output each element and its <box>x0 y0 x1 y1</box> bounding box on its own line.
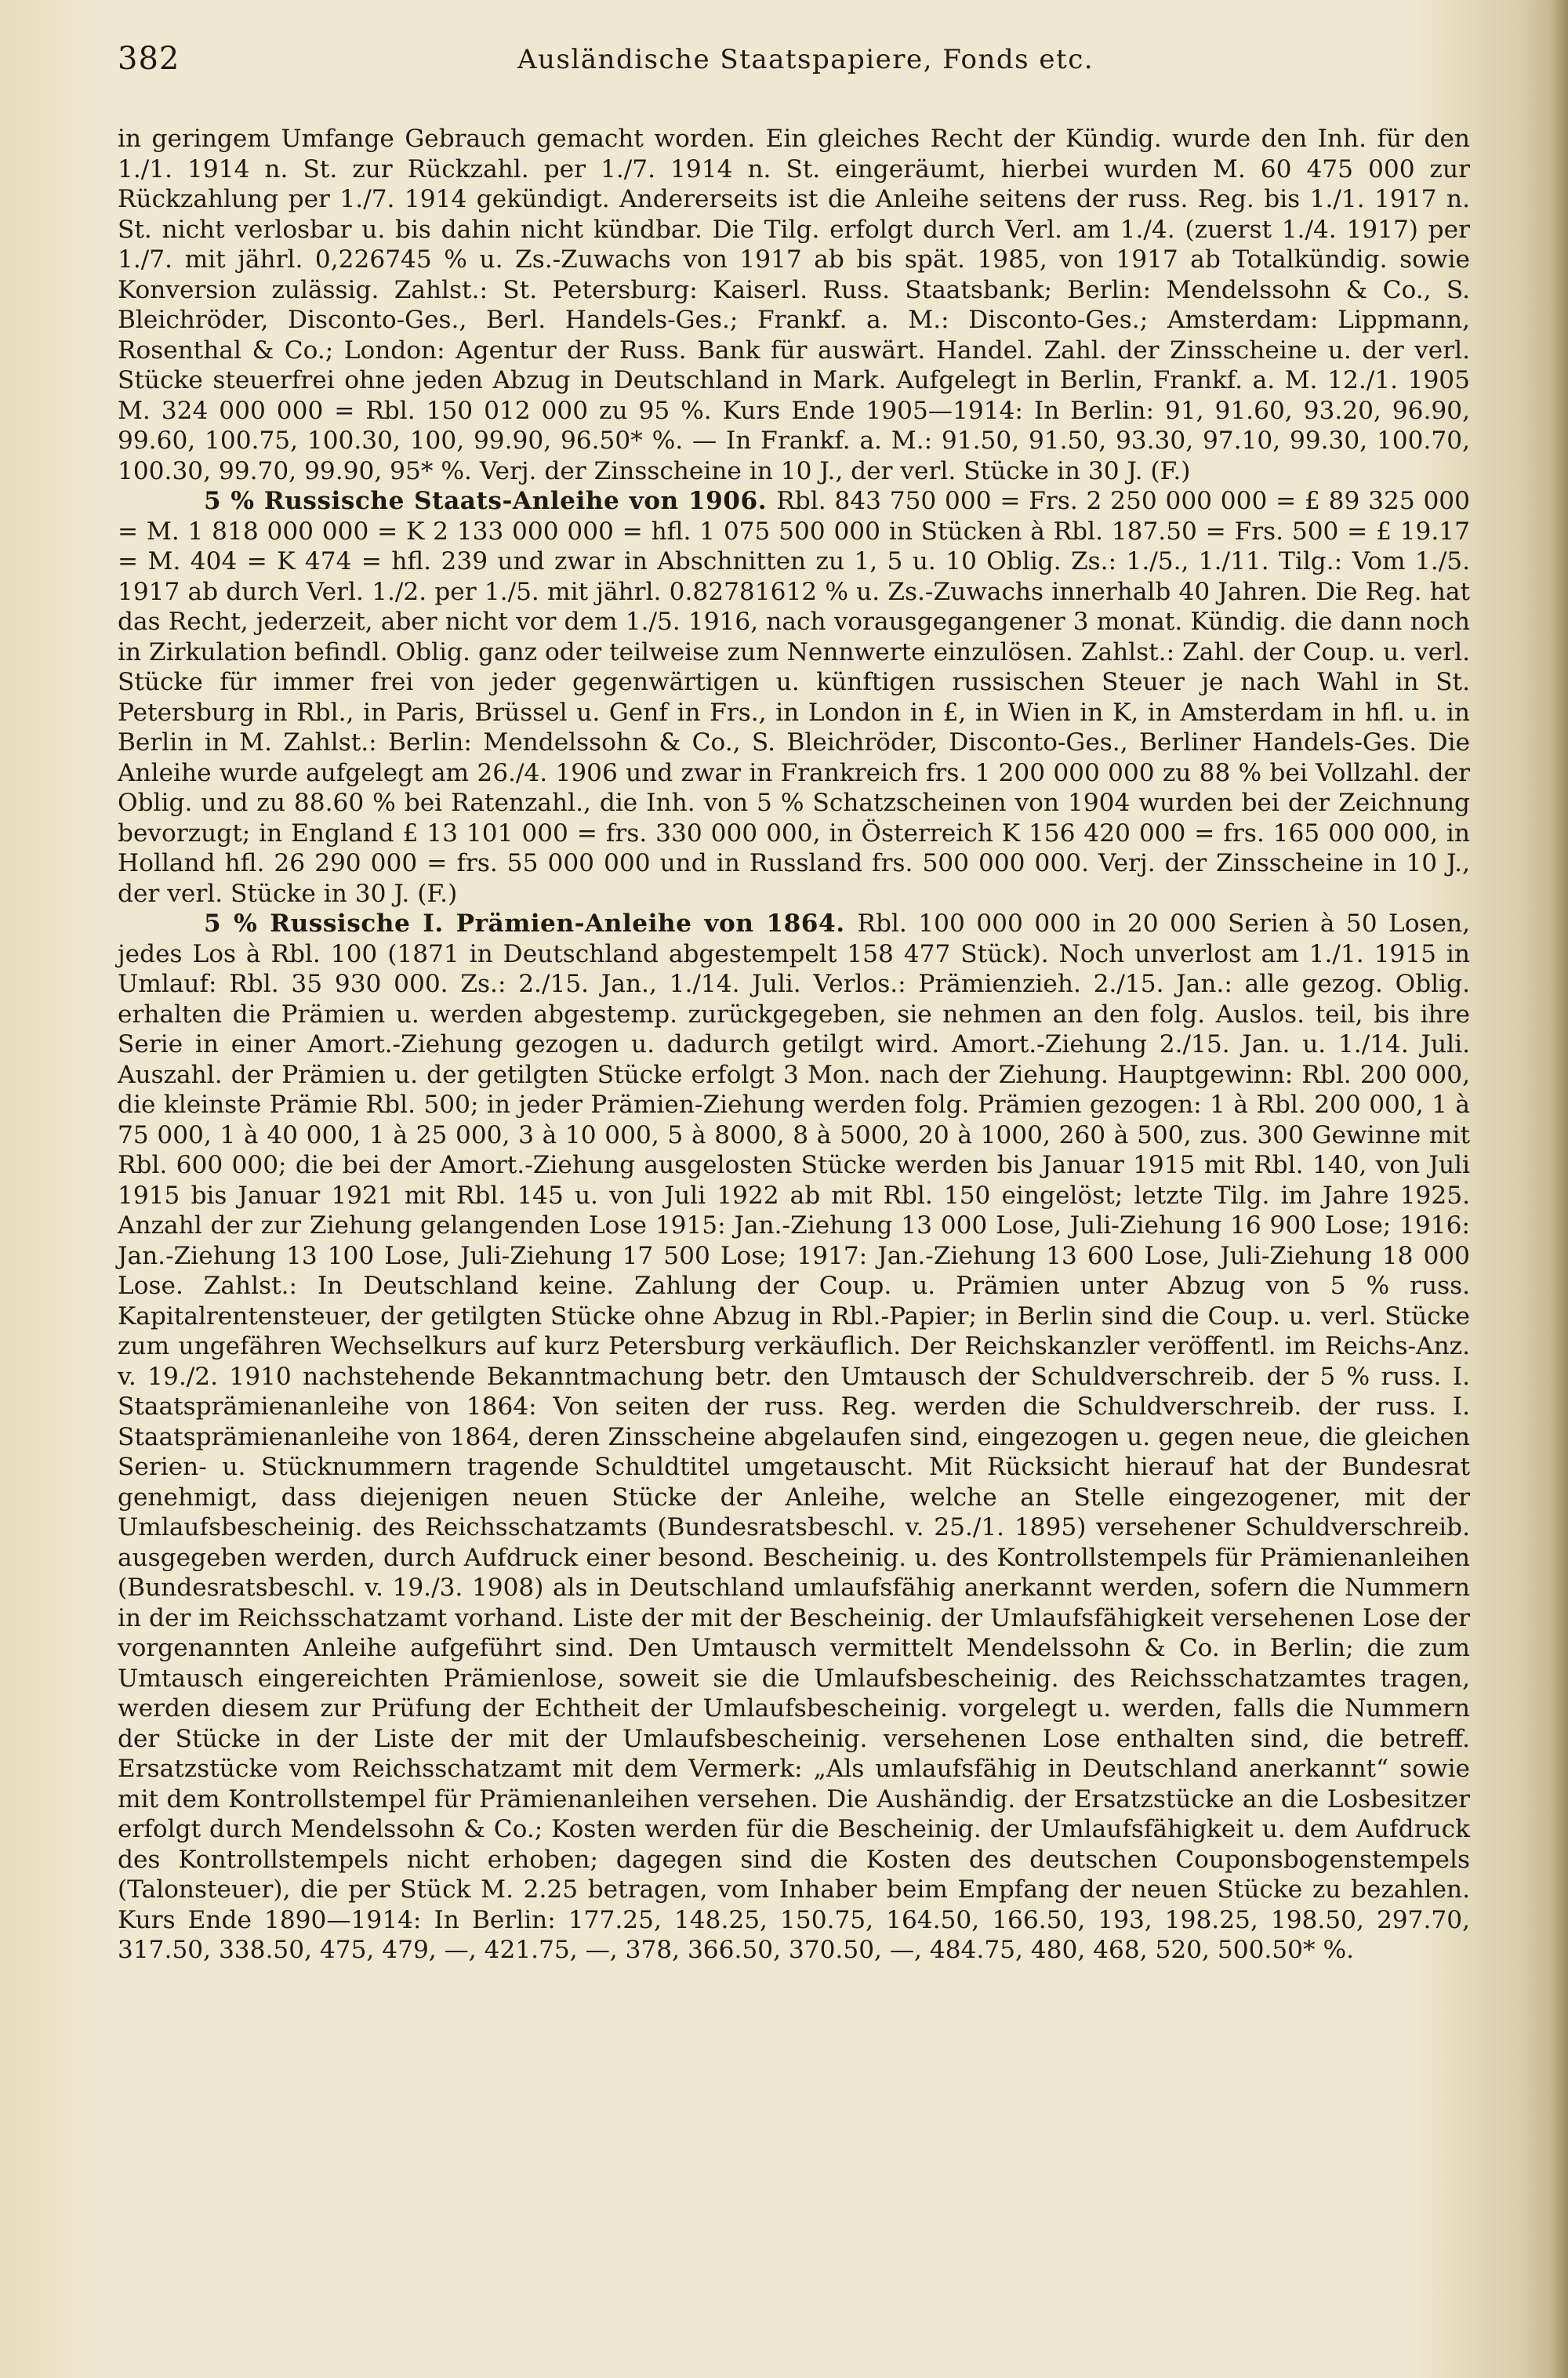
running-title: Ausländische Staatspapiere, Fonds etc. <box>517 44 1094 75</box>
page-spine-shadow <box>1551 0 1568 2378</box>
page-number: 382 <box>118 41 180 77</box>
entry-heading: 5 % Russische I. Prämien-Anleihe von 1864. <box>204 909 858 938</box>
entry-russische-praemien-anleihe-1864 <box>118 909 1470 1966</box>
entry-heading: 5 % Russische Staats-Anleihe von 1906. <box>204 487 777 515</box>
paragraph-continuation <box>118 124 1470 486</box>
entry-russische-staats-anleihe-1906 <box>118 486 1470 909</box>
entry-text: Rbl. 843 750 000 = Frs. 2 250 000 000 = £ 89 325 000 = M. 1 818 000 000 = K 2 133 000 000 = hfl. 1 075 500 000 in Stücken à Rbl. 187.50 = Frs. 500 = £ 19.17 = M. 404 = K 474 = hfl. 239 und zwar in Abschnitten zu 1, 5 u. 10 Oblig. Zs.: 1./5., 1./11. Tilg.: Vom 1./5. 1917 ab durch Verl. 1./2. per 1./5. mit jährl. 0.82781612 % u. Zs.-Zuwachs innerhalb 40 Jahren. Die Reg. hat das Recht, jederzeit, aber nicht vor dem 1./5. 1916, nach vorausgegangener 3 monat. Kündig. die dann noch in Zirkulation befindl. Oblig. ganz oder teilweise zum Nennwerte einzulösen. Zahlst.: Zahl. der Coup. u. verl. Stücke für immer frei von jeder gegenwärtigen u. künftigen russischen Steuer je nach Wahl in St. Petersburg in Rbl., in Paris, Brüssel u. Genf in Frs., in London in £, in Wien in K, in Amsterdam in hfl. u. in Berlin in M. Zahlst.: Berlin: Mendelssohn & Co., S. Bleichröder, Disconto-Ges., Berliner Handels-Ges. Die Anleihe wurde aufgelegt am 26./4. 1906 und zwar in Frankreich frs. 1 200 000 000 zu 88 % bei Vollzahl. der Oblig. und zu 88.60 % bei Ratenzahl., die Inh. von 5 % Schatzscheinen von 1904 wurden bei der Zeichnung bevorzugt; in England £ 13 101 000 = frs. 330 000 000, in Österreich K 156 420 000 = frs. 165 000 000, in Holland hfl. 26 290 000 = frs. 55 000 000 und in Russland frs. 500 000 000. Verj. der Zinsscheine in 10 J., der verl. Stücke in 30 J. (F.) <box>118 487 1470 908</box>
page-header <box>118 41 1458 80</box>
paragraph-text: in geringem Umfange Gebrauch gemacht worden. Ein gleiches Recht der Kündig. wurde den Inh. für den 1./1. 1914 n. St. zur Rückzahl. per 1./7. 1914 n. St. eingeräumt, hierbei wurden M. 60 475 000 zur Rückzahlung per 1./7. 1914 gekündigt. Andererseits ist die Anleihe seitens der russ. Reg. bis 1./1. 1917 n. St. nicht verlosbar u. bis dahin nicht kündbar. Die Tilg. erfolgt durch Verl. am 1./4. (zuerst 1./4. 1917) per 1./7. mit jährl. 0,226745 % u. Zs.-Zuwachs von 1917 ab bis spät. 1985, von 1917 ab Totalkündig. sowie Konversion zulässig. Zahlst.: St. Petersburg: Kaiserl. Russ. Staatsbank; Berlin: Mendelssohn & Co., S. Bleichröder, Disconto-Ges., Berl. Handels-Ges.; Frankf. a. M.: Disconto-Ges.; Amsterdam: Lippmann, Rosenthal & Co.; London: Agentur der Russ. Bank für auswärt. Handel. Zahl. der Zinsscheine u. der verl. Stücke steuerfrei ohne jeden Abzug in Deutschland in Mark. Aufgelegt in Berlin, Frankf. a. M. 12./1. 1905 M. 324 000 000 = Rbl. 150 012 000 zu 95 %. Kurs Ende 1905—1914: In Berlin: 91, 91.60, 93.20, 96.90, 99.60, 100.75, 100.30, 100, 99.90, 96.50* %. — In Frankf. a. M.: 91.50, 91.50, 93.30, 97.10, 99.30, 100.70, 100.30, 99.70, 99.90, 95* %. Verj. der Zinsscheine in 10 J., der verl. Stücke in 30 J. (F.) <box>118 125 1470 485</box>
entry-text: Rbl. 100 000 000 in 20 000 Serien à 50 Losen, jedes Los à Rbl. 100 (1871 in Deutschland abgestempelt 158 477 Stück). Noch unverlost am 1./1. 1915 in Umlauf: Rbl. 35 930 000. Zs.: 2./15. Jan., 1./14. Juli. Verlos.: Prämienzieh. 2./15. Jan.: alle gezog. Oblig. erhalten die Prämien u. werden abgestemp. zurückgegeben, sie nehmen an den folg. Auslos. teil, bis ihre Serie in einer Amort.-Ziehung gezogen u. dadurch getilgt wird. Amort.-Ziehung 2./15. Jan. u. 1./14. Juli. Auszahl. der Prämien u. der getilgten Stücke erfolgt 3 Mon. nach der Ziehung. Hauptgewinn: Rbl. 200 000, die kleinste Prämie Rbl. 500; in jeder Prämien-Ziehung werden folg. Prämien gezogen: 1 à Rbl. 200 000, 1 à 75 000, 1 à 40 000, 1 à 25 000, 3 à 10 000, 5 à 8000, 8 à 5000, 20 à 1000, 260 à 500, zus. 300 Gewinne mit Rbl. 600 000; die bei der Amort.-Ziehung ausgelosten Stücke werden bis Januar 1915 mit Rbl. 140, von Juli 1915 bis Januar 1921 mit Rbl. 145 u. von Juli 1922 ab mit Rbl. 150 eingelöst; letzte Tilg. im Jahre 1925. Anzahl der zur Ziehung gelangenden Lose 1915: Jan.-Ziehung 13 000 Lose, Juli-Ziehung 16 900 Lose; 1916: Jan.-Ziehung 13 100 Lose, Juli-Ziehung 17 500 Lose; 1917: Jan.-Ziehung 13 600 Lose, Juli-Ziehung 18 000 Lose. Zahlst.: In Deutschland keine. Zahlung der Coup. u. Prämien unter Abzug von 5 % russ. Kapitalrentensteuer, der getilgten Stücke ohne Abzug in Rbl.-Papier; in Berlin sind die Coup. u. verl. Stücke zum ungefähren Wechselkurs auf kurz Petersburg verkäuflich. Der Reichskanzler veröffentl. im Reichs-Anz. v. 19./2. 1910 nachstehende Bekanntmachung betr. den Umtausch der Schuldverschreib. der 5 % russ. I. Staatsprämienanleihe von 1864: Von seiten der russ. Reg. werden die Schuldverschreib. der russ. I. Staatsprämienanleihe von 1864, deren Zinsscheine abgelaufen sind, eingezogen u. gegen neue, die gleichen Serien- u. Stücknummern tragende Schuldtitel umgetauscht. Mit Rücksicht hierauf hat der Bundesrat genehmigt, dass diejenigen neuen Stücke der Anleihe, welche an Stelle eingezogener, mit der Umlaufsbescheinig. des Reichsschatzamts (Bundesratsbeschl. v. 25./1. 1895) versehener Schuldverschreib. ausgegeben werden, durch Aufdruck einer besond. Bescheinig. u. des Kontrollstempels für Prämienanleihen (Bundesratsbeschl. v. 19./3. 1908) als in Deutschland umlaufsfähig anerkannt werden, sofern die Nummern in der im Reichsschatzamt vorhand. Liste der mit der Bescheinig. der Umlaufsfähigkeit versehenen Lose der vorgenannten Anleihe aufgeführt sind. Den Umtausch vermittelt Mendelssohn & Co. in Berlin; die zum Umtausch eingereichten Prämienlose, soweit sie die Umlaufsbescheinig. des Reichsschatzamtes tragen, werden diesem zur Prüfung der Echtheit der Umlaufsbescheinig. vorgelegt u. werden, falls die Nummern der Stücke in der Liste der mit der Umlaufsbescheinig. versehenen Lose enthalten sind, die betreff. Ersatzstücke vom Reichsschatzamt mit dem Vermerk: „Als umlaufsfähig in Deutschland anerkannt“ sowie mit dem Kontrollstempel für Prämienanleihen versehen. Die Aushändig. der Ersatzstücke an die Losbesitzer erfolgt durch Mendelssohn & Co.; Kosten werden für die Bescheinig. der Umlaufsfähigkeit u. dem Aufdruck des Kontrollstempels nicht erhoben; dagegen sind die Kosten des deutschen Couponsbogenstempels (Talonsteuer), die per Stück M. 2.25 betragen, vom Inhaber beim Empfang der neuen Stücke zu bezahlen. Kurs Ende 1890—1914: In Berlin: 177.25, 148.25, 150.75, 164.50, 166.50, 193, 198.25, 198.50, 297.70, 317.50, 338.50, 475, 479, —, 421.75, —, 378, 366.50, 370.50, —, 484.75, 480, 468, 520, 500.50* %. <box>118 909 1470 1964</box>
page-body <box>118 124 1470 1966</box>
